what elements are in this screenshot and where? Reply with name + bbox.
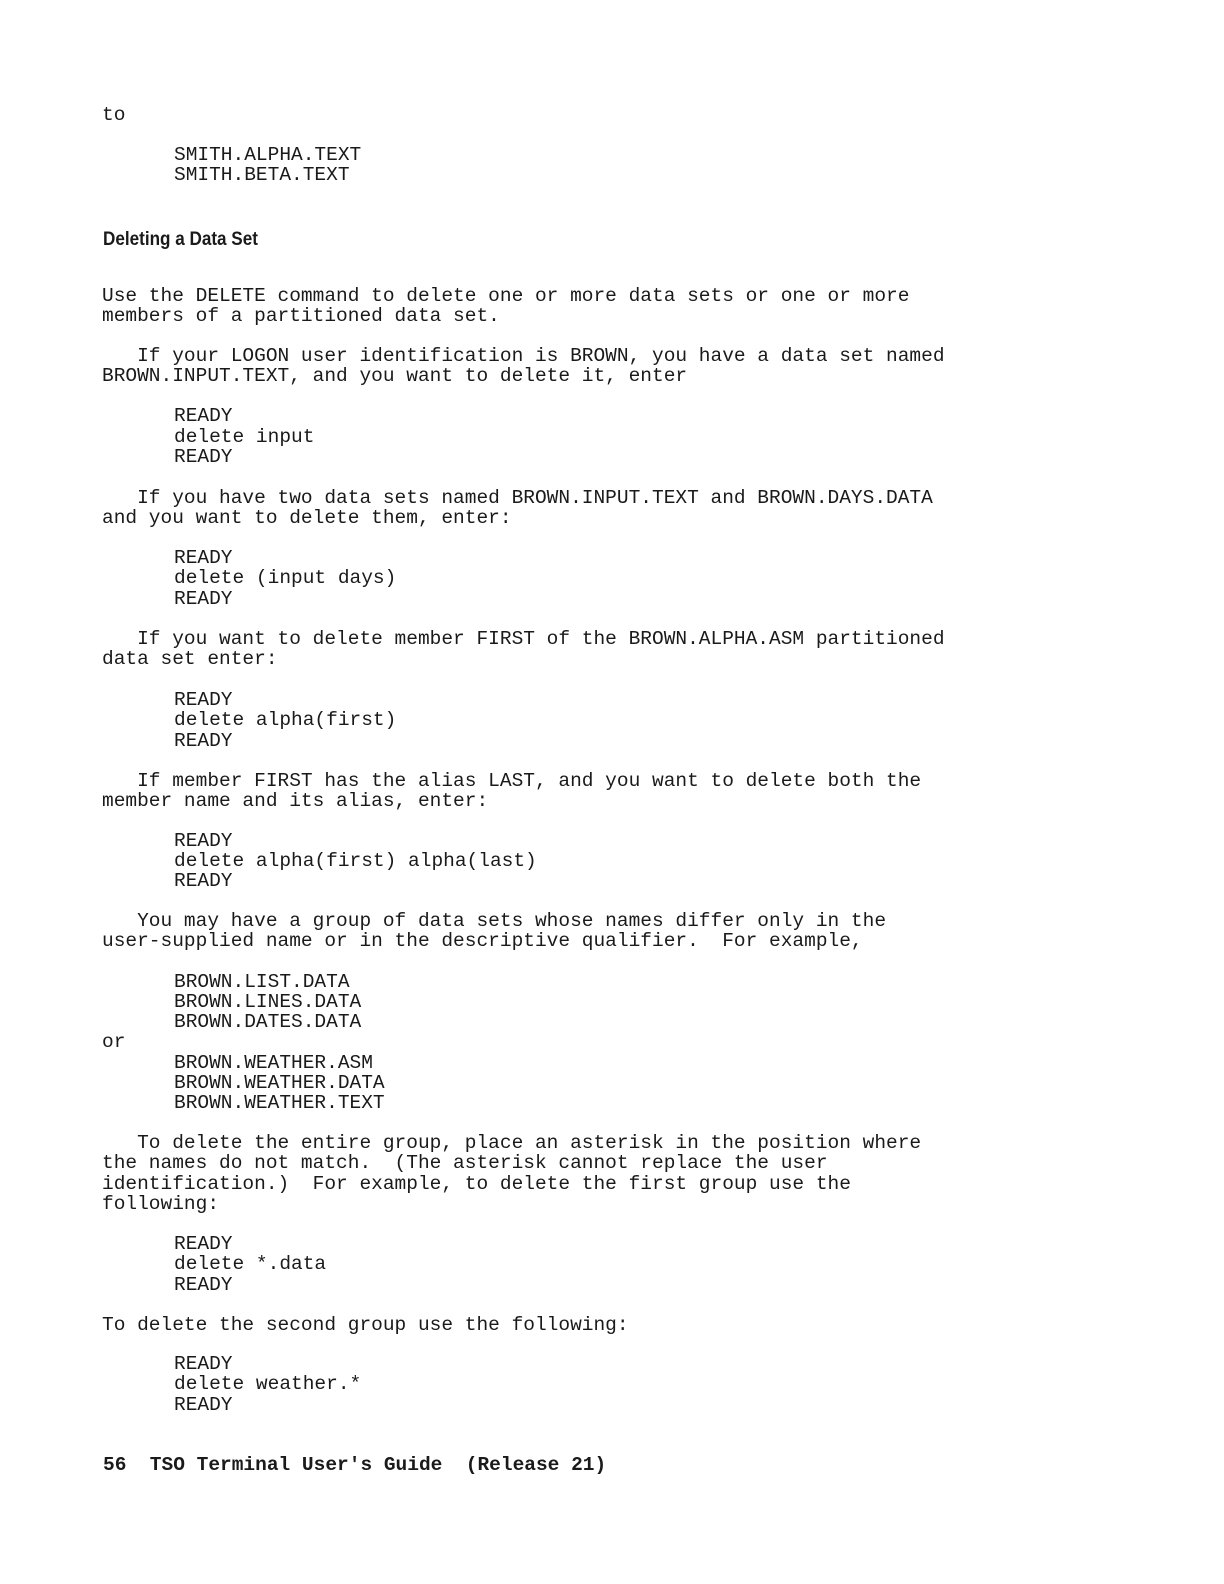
dataset-name: BROWN.WEATHER.ASM	[174, 1052, 373, 1074]
code-line: READY	[174, 1274, 233, 1296]
paragraph-line: To delete the entire group, place an asterisk in the position where	[102, 1132, 922, 1154]
dataset-name: BROWN.LINES.DATA	[174, 991, 362, 1013]
section-heading: Deleting a Data Set	[103, 229, 258, 250]
paragraph-line: the names do not match. (The asterisk cannot replace the user	[102, 1152, 828, 1174]
paragraph-line: member name and its alias, enter:	[102, 790, 489, 812]
paragraph-line: You may have a group of data sets whose names differ only in the	[102, 910, 887, 932]
code-line: delete alpha(first) alpha(last)	[174, 850, 537, 872]
dataset-name: BROWN.WEATHER.TEXT	[174, 1092, 385, 1114]
intro-word: to	[102, 104, 126, 126]
code-line: delete *.data	[174, 1253, 327, 1275]
code-line: READY	[174, 547, 233, 569]
paragraph-line: To delete the second group use the following:	[102, 1314, 629, 1336]
paragraph-line: following:	[102, 1193, 220, 1215]
dataset-name: BROWN.WEATHER.DATA	[174, 1072, 385, 1094]
paragraph-line: If member FIRST has the alias LAST, and you want to delete both the	[102, 770, 922, 792]
paragraph-line: members of a partitioned data set.	[102, 305, 500, 327]
code-line: READY	[174, 689, 233, 711]
code-line: READY	[174, 1394, 233, 1416]
paragraph-line: If you have two data sets named BROWN.INPUT.TEXT and BROWN.DAYS.DATA	[102, 487, 933, 509]
code-line: READY	[174, 1353, 233, 1375]
code-line: READY	[174, 830, 233, 852]
code-line: delete input	[174, 426, 315, 448]
paragraph-line: user-supplied name or in the descriptive qualifier. For example,	[102, 930, 863, 952]
code-line: delete (input days)	[174, 567, 397, 589]
dataset-name: BROWN.DATES.DATA	[174, 1011, 362, 1033]
code-line: READY	[174, 870, 233, 892]
paragraph-line: identification.) For example, to delete the first group use the	[102, 1173, 851, 1195]
page-footer: 56 TSO Terminal User's Guide (Release 21)	[103, 1454, 607, 1476]
code-line: READY	[174, 446, 233, 468]
paragraph-line: and you want to delete them, enter:	[102, 507, 512, 529]
paragraph-line: Use the DELETE command to delete one or more data sets or one or more	[102, 285, 910, 307]
code-line: delete weather.*	[174, 1373, 362, 1395]
paragraph-line: BROWN.INPUT.TEXT, and you want to delete it, enter	[102, 365, 688, 387]
renamed-set: SMITH.BETA.TEXT	[174, 164, 350, 186]
code-line: READY	[174, 405, 233, 427]
dataset-name: BROWN.LIST.DATA	[174, 971, 350, 993]
or-word: or	[102, 1031, 126, 1053]
code-line: READY	[174, 588, 233, 610]
code-line: delete alpha(first)	[174, 709, 397, 731]
paragraph-line: data set enter:	[102, 648, 278, 670]
paragraph-line: If you want to delete member FIRST of the BROWN.ALPHA.ASM partitioned	[102, 628, 945, 650]
paragraph-line: If your LOGON user identification is BROWN, you have a data set named	[102, 345, 945, 367]
code-line: READY	[174, 730, 233, 752]
code-line: READY	[174, 1233, 233, 1255]
renamed-set: SMITH.ALPHA.TEXT	[174, 144, 362, 166]
